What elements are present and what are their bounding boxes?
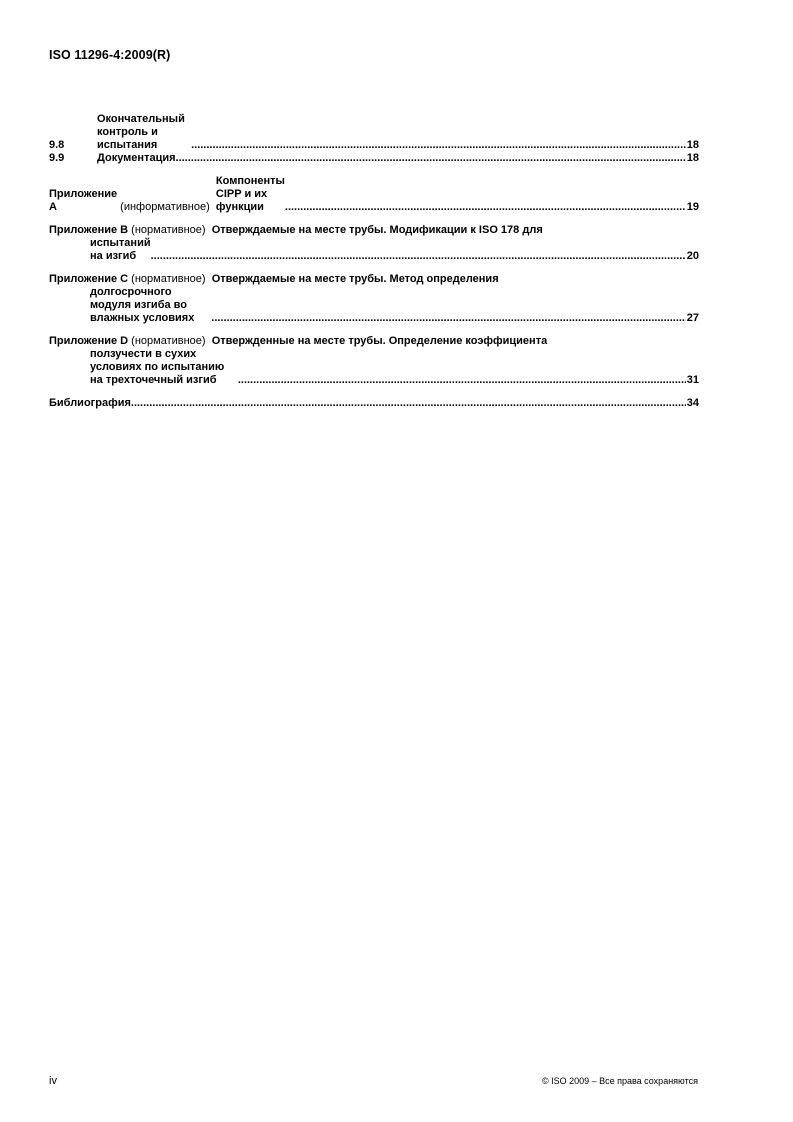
annex-label: Приложение D	[49, 335, 129, 347]
toc-entry-page: 20	[686, 250, 699, 262]
copyright-notice: © ISO 2009 – Все права сохраняются	[541, 1076, 698, 1086]
toc-dot-leader	[191, 139, 686, 152]
toc-bibliography[interactable]	[49, 397, 699, 410]
toc-entry-title: Библиография	[49, 397, 131, 409]
toc-dot-leader	[285, 201, 686, 214]
annex-status: (нормативное)	[131, 224, 206, 236]
toc-entry-page: 18	[686, 152, 699, 164]
toc-entry-page: 19	[686, 201, 699, 213]
annex-title-line-1: Отверждаемые на месте трубы. Модификации к ISO 178 для	[211, 224, 543, 236]
toc-dot-leader	[131, 397, 686, 410]
annex-label: Приложение B	[49, 224, 129, 236]
toc-entry-page: 31	[686, 374, 699, 386]
toc-entry-page: 27	[686, 312, 699, 324]
page-number: iv	[49, 1075, 57, 1087]
annex-status: (нормативное)	[131, 335, 206, 347]
toc-dot-leader	[151, 250, 686, 263]
annex-status: (информативное)	[120, 201, 210, 213]
toc-entry-page: 34	[686, 397, 699, 409]
table-of-contents	[49, 113, 699, 410]
annex-title-line-2: испытаний на изгиб	[90, 237, 151, 262]
annex-status: (нормативное)	[131, 273, 206, 285]
annex-title-line-2: долгосрочного модуля изгиба во влажных условиях	[90, 286, 195, 324]
annex-label: Приложение A	[49, 188, 118, 213]
toc-annex-c[interactable]	[49, 273, 699, 325]
toc-entry-9-9[interactable]	[49, 152, 699, 165]
toc-dot-leader	[176, 152, 686, 165]
toc-entry-title: Окончательный контроль и испытания	[97, 113, 185, 151]
annex-title-line-2: ползучести в сухих условиях по испытанию на трехточечный изгиб	[90, 348, 225, 386]
annex-label: Приложение C	[49, 273, 129, 285]
toc-entry-number: 9.8	[49, 139, 65, 151]
document-id: ISO 11296-4:2009(R)	[49, 48, 171, 62]
annex-title-line-1: Отвержденные на месте трубы. Определение коэффициента	[211, 335, 548, 347]
toc-entry-number: 9.9	[49, 152, 65, 164]
toc-annex-b[interactable]	[49, 224, 699, 263]
annex-title-line-1: Отверждаемые на месте трубы. Метод определения	[211, 273, 499, 285]
toc-dot-leader	[238, 374, 686, 387]
toc-entry-page: 18	[686, 139, 699, 151]
toc-entry-9-8[interactable]	[49, 113, 699, 152]
toc-dot-leader	[211, 312, 685, 325]
toc-entry-title: Документация	[97, 152, 176, 164]
annex-title: Компоненты CIPP и их функции	[215, 175, 285, 213]
toc-annex-a[interactable]	[49, 175, 699, 214]
toc-annex-d[interactable]	[49, 335, 699, 387]
